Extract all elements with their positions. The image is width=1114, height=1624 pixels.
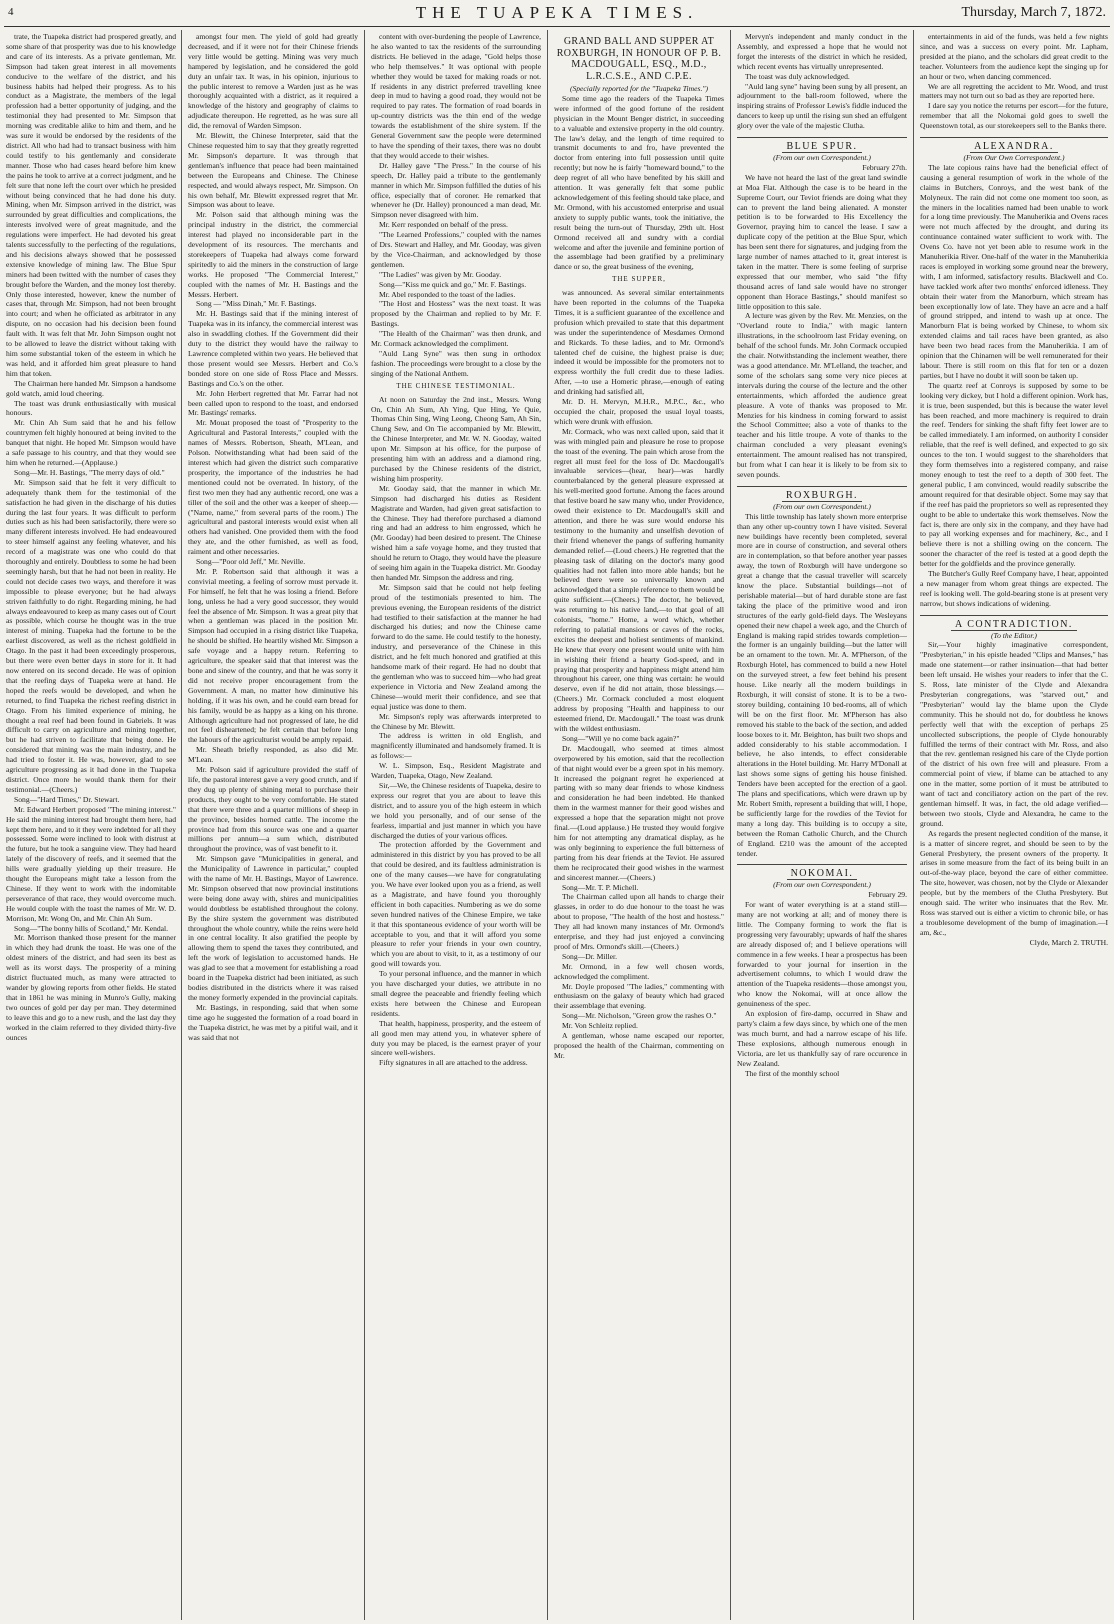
paragraph: entertainments in aid of the funds, was held a few nights since, and was a success on every point. Mr. Lapham, presided at the piano, and the scholars did great credit to the teacher. Volunteers from the audience kept the singing up for an hour or two, when dancing commenced. (920, 32, 1108, 81)
section-heading-text: NOKOMAI. (787, 868, 858, 880)
paragraph: Sir,—Your highly imaginative correspondent, "Presbyterian," in his epistle headed "Clips and Manses," has made one statement—or rather insinuation—that had better been left unsaid. He wishes your readers to infer that the C. S. Ross, late minister of the Clyde and Alexandra Presbyterian congregations, was "starved out," and "Presbyterian" would lay the blame upon the Clyde community. This he should not do, for doubtless he knows perfectly well that with the exception of perhaps 25 uncollected subscriptions, the people of Clyde honourably fulfilled the terms of their contract with Mr. Ross, and also that the rev. gentleman resigned his care of the Clyde portion of the district of his own free will and pleasure. From a commercial point of view, if blame can be attached to any one in the matter, some portion of it must be attributed to want of tact and conciliatory action on the part of the rev. gentleman himself. It was, in fact, the old adage verified—between two stools, Clyde and Alexandra, he came to the ground. (920, 640, 1108, 828)
editor-note: (To the Editor.) (991, 630, 1037, 640)
section-heading-text: A CONTRADICTION. (951, 619, 1077, 631)
paragraph: The toast was duly acknowledged. (745, 71, 850, 81)
correspondent-note: (From our own Correspondent.) (773, 501, 871, 511)
paragraph: content with over-burdening the people of Lawrence, he also wanted to tax the residents of the surrounding districts. He believed in the adage, "Gold helps those who help themselves." It was optional with people whether they would be taxed for making roads or not. If residents in any district preferred travelling knee deep in mud to having a good road, they would not be required to pay rates. The formation of road boards in up-country districts was the thin end of the wedge towards the establishment of the shire system. If the General Government saw the people were determined to have the spending of their taxes, there was no doubt that they would accede to their wishes. (371, 32, 541, 160)
paragraph: The protection afforded by the Government and administered in this district by you has proved to be all that could be desired, and its faultless administration is one of the many causes—we have for congratulating you. We have ever looked upon you as a friend, as well as a Magistrate, and have found you thoroughly efficient in both capacities. Numbering as we do some seven hundred natives of the Chinese Empire, we take it that this spontaneous evidence of your worth will be acceptable to you, and that it will afford you some pleasure to refer your friends in your own country, which you are about to visit, to it, as a testimony of our good will towards you. (371, 840, 541, 969)
letter-signature: Clyde, March 2. TRUTH. (1029, 937, 1108, 947)
column-1 (6, 32, 176, 1620)
paragraph: Mr. Polson said if agriculture provided the staff of life, the pastoral interest gave a very good crutch, and if they dug up plenty of shining metal to purchase their products, they ought to be very comfortable. He stated that there were three and a quarter millions of sheep in the province, besides horned cattle. The income the province had from this source was one and a quarter millions per annum—a sum which, distributed throughout the province, was of vast benefit to it. (188, 765, 358, 854)
paragraph: This little township has lately shown more enterprise than any other up-country town I have visited. Several new buildings have recently been completed, several more are in course of construction, and several others are in contemplation, so that before another year passes away, the town of Roxburgh will have undergone so great a change that the casual traveller will scarcely know the place. Substantial buildings—not of perishable material—but of hard durable stone are fast taking the place of the primitive wood and iron structures of the early gold-field days. The Wesleyans opened their new chapel a week ago, and the Church of England is making rapid strides towards completion—the former is an ungainly building—but the latter will be an ornament to the town. Mr. A. M'Pherson, of the Roxburgh Hotel, has commenced to build a new Hotel on the surveyed street, a few feet behind his present house. Like nearly all the modern buildings in Roxburgh, it will consist of stone. It is to be a two-storey building, containing 10 bed-rooms, all of which will be on the first floor. Mr. M'Pherson has also removed his stable to the back of the section, and added loose boxes to it. Mr. Beighton, has built two shops and added considerably to his stable accommodation. I believe, he also intends, to effect considerable alterations in the Hotel building. Mr. Harry M'Donall at last shows some signs of getting his house finished. Tenders have been accepted for the erection of a gaol. The plans and specifications, which were drawn up by Mr. Robert Smith, represent a building that will, I hope, be sufficiently large for the rowdies of the Teviot for many a long day. This building is to occupy a site, between the Roman Catholic Church, and the Church of England. £210 was the amount of the accepted tender. (737, 511, 907, 858)
paragraph: "The Ladies" was given by Mr. Gooday. (379, 269, 502, 279)
paragraph: The Butcher's Gully Reef Company have, I hear, appointed a new manager from whom great things are expected. The reef is looking well. The gold-bearing stone is at present very narrow, but shows indications of widening. (920, 569, 1108, 608)
paragraph: Mr. John Herbert regretted that Mr. Farrar had not been called upon to respond to the toast, and endorsed Mr. Bastings' remarks. (188, 388, 358, 418)
paragraph: Mr. Abel responded to the toast of the ladies. (379, 289, 516, 299)
correspondent-note: (From our own Correspondent.) (773, 880, 871, 890)
column-divider (181, 30, 182, 1620)
paragraph: Song—"Poor old Jeff," Mr. Neville. (196, 557, 306, 567)
dateline: February 27th. (862, 162, 907, 172)
paragraph: Mr. Gooday said, that the manner in which Mr. Simpson had discharged his duties as Resident Magistrate and Warden, had given great satisfaction to the Chinese. They had therefore purchased a diamond ring and had an address to him engrossed, which he (Mr. Gooday) had been desired to present. The Chinese wished him a safe voyage home, and they trusted that should he return to Otago, they would have the pleasure of seeing him again in the Tuapeka district. Mr. Gooday then handed Mr. Simpson the address and ring. (371, 483, 541, 582)
paragraph: The late copious rains have had the beneficial effect of causing a general resumption of work in the whole of the claims in Butchers, Conroys, and the west bank of the Molyneux. The rain did not come one moment too soon, as the miners in the localities named had been unable to work for a long time previously. The Manuherikia and Ovens races were not much affected by the drought, and during its continuance contained water sufficient to work with. The Ovens Co. have not yet been able to resume work in the Manuherikia River. One-half of the water in the Manuherikia races is employed in working some ground near the brewery, with, I am informed, satisfactory results. Blackwell and Co. have tackled work after two months' enforced idleness. They obtain their water from the Manorburn, which stream has been exceptionally low of late. They have an acre and a half of ground stripped, and intend to wash up at once. The Manorburn Flat is being worked by Chinese, to whom six extended claims and tail races have been granted, as also have been two head races from the Manuherikia. I am of opinion that the Chinamen will be well remunerated for their labour. There is still room on this flat for ten or a dozen parties, but I have no doubt it will soon be taken up. (920, 162, 1108, 380)
column-divider (364, 30, 365, 1620)
correspondent-note: (From our own Correspondent.) (773, 152, 871, 162)
paragraph: The Chairman here handed Mr. Simpson a handsome gold watch, amid loud cheering. (6, 378, 176, 398)
paragraph: Mervyn's independent and manly conduct in the Assembly, and expressed a hope that he would not forget the interests of the district in which he resided, which recent events has virtually unrepresented. (737, 32, 907, 71)
paragraph: Mr. Von Schleitz replied. (562, 1021, 638, 1031)
column-divider (913, 30, 914, 1620)
paragraph: Sir,—We, the Chinese residents of Tuapeka, desire to express our regret that you are about to leave this district, and to assure you of the high esteem in which we hold you personally, and of our sense of the fearless, impartial and just manner in which you have discharged the duties of your various offices. (371, 780, 541, 840)
section-heading (737, 864, 907, 879)
paragraph: Some time ago the readers of the Tuapeka Times were informed of the good fortune of the resident physician in the Mount Benger district, in succeeding to a valuable and extensive property in the old country. The law's delay, and the length of time required to transmit documents to and fro, have prevented the doctor from entering into full possession until quite recently; but now he is fairly "homeward bound," to the deep regret of all who have benefited by his skill and attention. It was generally felt that some public acknowledgement of this feeling should take place, and Mr. Ormond, with his accustomed enterprise and usual anxiety to supply public wants, took the initiative, the result being the turn-out of Thursday, 29th ult. Host Ormond received all and sundry with a cordial welcome and after the juvenile and feminine portion of the assemblage had been gratified by a preliminary dance or so, the great business of the evening, (554, 93, 724, 272)
paragraph: I dare say you notice the returns per escort—for the future, remember that all the Nokomai gold goes to swell the Queenstown total, as our storekeepers sell to the Banks there. (920, 101, 1108, 131)
paragraph: Song—Mr. T. P. Michell. (562, 882, 639, 892)
section-subheading: THE CHINESE TESTIMONIAL. (396, 381, 516, 390)
paragraph: Song—"The bonny hills of Scotland," Mr. Kendal. (14, 923, 169, 933)
paragraph: Mr. Cormack, who was next called upon, said that it was with mingled pain and pleasure he rose to propose the toast of the evening. The pain which arose from the regret all must feel for the loss of Dr. Macdougall's invaluable services—(hear, hear)—was hardly counterbalanced by the general pleasure expressed at his well-merited good fortune. Among the faces around that festive board he saw many who, under Providence, owed their existence to Dr. Macdougall's skill and attention, and there he was sure would endorse his testimony to the humanity and unselfish devotion of their friend whenever the pangs of suffering humanity demanded relief.—(Loud cheers.) He regretted that the pleasing task of dilating on the doctor's many good qualities had not fallen into more able hands; but he believed there were so universally known and acknowledged that a simple reference to them would be quite sufficient.—(Cheers.) The doctor, he believed, was returning to his native land,—to that goal of all colonists, "home." Home, a word which, whether referring to palatial mansions or caves of the rocks, excites the deepest and holiest sentiments of mankind. He knew that every one present would unite with him in wishing their friend a hearty God-speed, and in praying that prosperity and happiness might attend him throughout his career, one thing was certain: he would deserve, even if he did not attain, those blessings.—(Cheers.) Mr. Cormack concluded a most eloquent address by proposing "Health and happiness to our esteemed friend, Dr. Macdougall." The toast was drunk with the wildest enthusiasm. (554, 426, 724, 733)
paragraph: The first of the monthly school (745, 1068, 840, 1078)
article-byline: (Specially reported for the "Tuapeka Times.") (569, 84, 709, 93)
paragraph: Mr. Polson said that although mining was the principal industry in the district, the commercial interest had played no inconsiderable part in the development of its resources. The merchants and storekeepers of Tuapeka had always come forward spiritedly to aid the miners in the construction of large works. He proposed "The Commercial Interest," coupled with the names of Mr. H. Bastings and the Messrs. Herbert. (188, 210, 358, 299)
masthead-rule (4, 26, 1110, 27)
paragraph: Song—Mr. H. Bastings, "The merry days of old." (14, 467, 165, 477)
section-heading-text: BLUE SPUR. (782, 141, 861, 153)
paragraph: Mr. Mouat proposed the toast of "Prosperity to the Agricultural and Pastoral Interests," coupled with the names of Messrs. Robertson, Sheath, M'Lean, and Polson. Notwithstanding what had been said of the interest which had given the district such comparative prosperity, the importance of the industries he had mentioned could not be overrated. In history, of the first two men they had any authentic record, one was a tiller of the soil and the other was a keeper of sheep.—("Name, name," from several parts of the room.) The agricultural and pastoral interests would exist when all others had vanished. One provided them with the food they ate, and the other furnished, as well as food, raiment and other necessaries. (188, 418, 358, 557)
paragraph: An explosion of fire-damp, occurred in Shaw and party's claim a few days since, by which one of the men was much burnt, and had a narrow escape of his life. These explosions, although numerous enough in Victoria, are let us thankfully say of rare occurence in New Zealand. (737, 1009, 907, 1068)
paragraph: The toast was drunk enthusiastically with musical honours. (6, 398, 176, 418)
paragraph: Mr. Kerr responded on behalf of the press. (379, 220, 508, 230)
paragraph: Mr. P. Robertson said that although it was a convivial meeting, a feeling of sorrow must pervade it. For himself, he felt that he was losing a friend. Before long, unless he had a very good successor, they would feel the absence of Mr. Simpson. It was a great pity that when a gentleman was placed in the position Mr. Simpson had occupied in a rising district like Tuapeka, he should be shifted. He heartily wished Mr. Simpson a safe voyage and a happy return. Referring to agriculture, the speaker said that that interest was the bone and sinew of the country, and that he was sorry it did not receive proper encouragement from the Government. A man, no matter how diminutive his holding, if it was his own, and he could earn bread for his family, would be as happy as a king on his throne. Although agriculture had not progressed of late, he did not feel disheartened; he felt certain that before long the labours of the agriculturist would be amply repaid. (188, 566, 358, 745)
paragraph: The address is written in old English, and magnificently illuminated and handsomely framed. It is as follows:— (371, 731, 541, 761)
paragraph: "The Health of the Chairman" was then drunk, and Mr. Cormack acknowledged the compliment. (371, 329, 541, 349)
paragraph: Song—"Will ye no come back again?" (562, 733, 680, 743)
paragraph: Mr. Simpson's reply was afterwards interpreted to the Chinese by Mr. Blewitt. (371, 711, 541, 731)
paragraph: Mr. Ormond, in a few well chosen words, acknowledged the compliment. (554, 961, 724, 981)
paragraph: Mr. Simpson gave "Municipalities in general, and the Municipality of Lawrence in particular," coupled with the name of Mr. H. Bastings, Mayor of Lawrence. Mr. Simpson observed that now provincial institutions were being done away with, shires and municipalities would doubtless be established throughout the colony. By the shire system the government was distributed throughout the whole country, while the reins were held in one central locality. It also gratified the people by allowing them to spend the taxes they contributed, and left the work of legislation to accustomed hands. He was glad to see that a movement for establishing a road board in the Tuapeka district had been initiated, as such bodies distributed in the districts where it was raised the money formerly expended in the provincial capitals. (188, 854, 358, 1002)
column-divider (730, 30, 731, 1620)
paragraph: Song—Mr. Nicholson, "Green grow the rashes O." (562, 1011, 717, 1021)
paragraph: Song—Dr. Miller. (562, 951, 618, 961)
paragraph: Mr. D. H. Mervyn, M.H.R., M.P.C., &c., who occupied the chair, proposed the usual loyal toasts, which were drunk with effusion. (554, 397, 724, 426)
paragraph: trate, the Tuapeka district had prospered greatly, and some share of that prosperity was due to his knowledge and care of its interests. As a private gentleman, Mr. Simpson had taken great interest in all movements conducive to the welfare of the district, and his business habits had helped their progress. As to his conduct as a Magistrate, the members of the legal profession had a better opportunity of judging, and the testimonial they had presented to Mr. Simpson that morning was creditable alike to him and them, and he was sure it would be endorsed by the residents of the district. All who had had to transact business with him could testify to his gentlemanly and considerate manner. Those who had cases heard before him knew the pains he took to arrive at a correct judgment, and he felt sure that none left the court over which he presided without being convinced that he had done his duty. Mining, when Mr. Simpson arrived in the district, was surrounded by great difficulties and complications, the interests involved were of great magnitude, and the regulations were imperfect. He had devoted his great talents successfully to the perfecting of the regulations, and his decisions always showed that he possessed extensive knowledge of mining law. The Blue Spur miners had been twitted with the number of cases they brought before the Warden, and the money lost thereby. Only those interested, however, knew the number of cases that, through Mr. Simpson, had not been brought into court; and when he officiated as arbitrator in any dispute, on no occasion had his decision been found fault with. It was felt that Mr. John Simpson ought not to be allowed to leave the district without taking with him some substantial token of the esteem in which he was held, and it afforded him great pleasure to hand him that token. (6, 32, 176, 378)
column-4 (554, 32, 724, 1620)
section-heading (920, 615, 1108, 630)
paragraph: "Auld lang syne" having been sung by all present, an adjournment to the ball-room followed, where the inspiring strains of Professor Lewis's fiddle induced the dancers to keep up until the rising sun shed an effulgent glory over the vale of the majestic Clutha. (737, 81, 907, 131)
paragraph: As regards the present neglected condition of the manse, it is a matter of sincere regret, and should be seen to by the General Presbytery, the present owners of the property. It arises in some measure from the fact of its being built in an out-of-the-way place, beyond the care of either committee. The site, however, was chosen, not by the Clyde or Alexander people, but by the members of the Clutha Presbytery. But enough said. The writer who insinuates that the Rev. Mr. Ross was starved out is either a victim to chronic bile, or has a troublesome development of the bump of imagination.—I am, &c., (920, 828, 1108, 937)
paragraph: Fifty signatures in all are attached to the address. (379, 1058, 528, 1068)
paragraph: A lecture was given by the Rev. Mr. Menzies, on the "Overland route to India," with magic lantern illustrations, in the schoolroom last Friday evening, on behalf of the school funds. Mr. John Cormack occupied the chair. Notwithstanding the inclement weather, there was a good attendance. Mr. M'Lelland, the teacher, and some of the scholars sang some very nice pieces at intervals during the course of the lecture and the other entertainments, which afforded the audience great pleasure. A vote of thanks was proposed to Mr. Menzies for his kindness in coming forward to assist the School Committee; also a vote of thanks to the teacher and his little troupe. A vote of thanks to the chairman concluded a very pleasant evening's entertainment. The amount realised has not transpired, but from what I can hear it is likely to be from six to seven pounds. (737, 311, 907, 479)
dateline: February 29. (868, 890, 907, 900)
column-5 (737, 32, 907, 1620)
paragraph: amongst four men. The yield of gold had greatly decreased, and if it were not for their Chinese friends very little would be getting. Mining was very much hampered by legislation, and he considered the gold duty an unfair tax. It was, in his opinion, injurious to the public interest to remove a Warden just as he was thoroughly acquainted with a district, as it required a knowledge of the history and geography of claims to adjudicate thereupon. He regretted, as he was sure all did, the removal of Warden Simpson. (188, 32, 358, 131)
paragraph: Mr. Bastings, in responding, said that when some time ago he suggested the formation of a road board in the Tuapeka district, he was met by a pitiful wail, and it was said that not (188, 1002, 358, 1042)
paragraph: At noon on Saturday the 2nd inst., Messrs. Wong On, Chin Ah Sum, Ah Ying, Que Hing, Ye Quie, Thomas Chin Sing, Wing Leong, Cheong Sam, Ah Sin, Chung Sew, and On Tie accompanied by Mr. Blewitt, the Chinese Interpreter, and Mr. W. N. Gooday, waited upon Mr. Simpson at his office, for the purpose of presenting him with an address and a diamond ring, purchased by the Chinese residents of the district, wishing him prosperity. (371, 394, 541, 483)
paragraph: Mr. Doyle proposed "The ladies," commenting with enthusiasm on the galaxy of beauty which had graced their assemblage that evening. (554, 981, 724, 1011)
newspaper-title: THE TUAPEKA TIMES. (415, 3, 699, 22)
paragraph: We have not heard the last of the great land swindle at Moa Flat. Although the case is to be heard in the Supreme Court, our Teviot friends are doing what they can to prevent the land being alienated. A monster petition is to be forwarded to His Excellency the Governor, praying him to cancel the lease. I saw a duplicate copy of the petition at the Blue Spur, which has been sent there for signatures, and judging from the large number of names attached to it, great interest is taken in the matter. There is some feeling of surprise expressed that our member, who said "the fifty thousand acres of land sale would have no stronger opponent than Horace Bastings," should manifest so little opposition to this sale. (737, 172, 907, 311)
paragraph: Song — "Miss Dinah," Mr. F. Bastings. (196, 299, 317, 309)
paragraph: We are all regretting the accident to Mr. Wood, and trust matters may not turn out so bad as they are reported here. (920, 81, 1108, 101)
section-heading (737, 486, 907, 501)
paragraph: Mr. Morrison thanked those present for the manner in which they had drunk the toast. He was one of the oldest miners of the district, and had seen its best as well as its worst days. The prosperity of a mining district fluctuated much, as many were attracted to wander by glowing reports from other fields. He stated that in 1861 he was mining in Munro's Gully, making two ounces of gold per day per man. They determined to leave this and go to a new rush, and the last day they worked in the claim referred to they divided thirty-five ounces (6, 933, 176, 1042)
paragraph: The Chairman called upon all hands to charge their glasses, in order to do due honour to the toast he was about to propose, "The health of the host and hostess." They all had known many instances of Mr. Ormond's enterprise, and they had just enjoyed a convincing proof of Mrs. Ormond's skill.—(Cheers.) (554, 892, 724, 951)
issue-date: Thursday, March 7, 1872. (961, 5, 1106, 20)
section-heading (920, 137, 1108, 152)
paragraph: That health, happiness, prosperity, and the esteem of all good men may attend you, in whatever sphere of duty you may be placed, is the earnest prayer of your sincere well-wishers. (371, 1018, 541, 1058)
column-2 (188, 32, 358, 1620)
paragraph: was announced. As several similar entertainments have been reported in the columns of the Tuapeka Times, it is a sufficient guarantee of the excellence and profusion which prevailed to state that this department was under the superintendence of Mesdames Ormond and Rickards. To these ladies, and to Mr. Ormond's talented chef de cuisine, the highest praise is due; indeed it would be impossible for the promoters not to express worthily the full credit due to these ladies. After, —to use a Homeric phrase,—enough of eating and drinking had satisfied all, (554, 288, 724, 397)
paragraph: Dr. Macdougall, who seemed at times almost overpowered by his emotion, said that the recollection of that night would ever be a green spot in his memory. It increased the poignant regret he experienced at parting with so many dear friends to whose kindness and consideration he had been indebted. He thanked them in the warmest manner for their good wishes and expressed a hope that the separation might not prove final.—(Loud applause.) He trusted they would forgive him for not attempting any dramatical display, as he was only beginning to experience the full bitterness of parting from his dear friends at the Teviot. He assured them he reciprocated their good wishes in the warmest and sincerest manner.—(Cheers.) (554, 743, 724, 882)
column-3 (371, 32, 541, 1620)
paragraph: "The Learned Professions," coupled with the names of Drs. Stewart and Halley, and Mr. Gooday, was given by the Vice-Chairman, and acknowledged by those gentlemen. (371, 230, 541, 269)
paragraph: For want of water everything is at a stand still—many are not working at all; and of money there is little. The Company forming to work the flat is progressing very favourably; upwards of half the shares are already disposed of; and I believe operations will commence in a few weeks. I hear a prospectus has been forwarded to your journal for insertion in the advertisement columns, to which I would draw the attention of the Tuapeka residents—those amongst you, who know the Nokomai, will at once allow the genuineness of the spec. (737, 900, 907, 1009)
page-mark: 4 (8, 6, 14, 18)
paragraph: The quartz reef at Conroys is supposed by some to be looking very dickey, but I hold a different opinion. Work has, it is true, been suspended, but this is because the water level has been reached, and more machinery is required to drain the reef. Tenders for sinking the shaft fifty feet lower are to be called immediately. I am informed, on authority I consider reliable, that the reef is well defined, and expected to go six ounces to the ton. I would suggest to the shareholders that they form themselves into a registered company, and raise money enough to test the reef to a depth of 300 feet. The general public, I am convinced, would readily subscribe the amount required for that desirable object. Some may say that if the reef has paid the proprietors so well as represented they ought to be able to undertake this work themselves. Now the fact is, there are only six in the company, and they have had to pay all working expenses and for machinery, &c., and I believe there is not a shilling owing on the concern. The sooner the character of the reef is tested at a good depth the better for the goldfields and the province generally. (920, 380, 1108, 569)
section-subheading: THE SUPPER, (612, 275, 666, 284)
section-heading-text: ROXBURGH. (782, 490, 862, 502)
paragraph: "Auld Lang Syne" was then sung in orthodox fashion. The proceedings were brought to a close by the singing of the National Anthem. (371, 349, 541, 378)
section-heading (737, 137, 907, 152)
paragraph: Dr. Halley gave "The Press." In the course of his speech, Dr. Halley paid a tribute to the gentlemanly manner in which Mr. Simpson fulfilled the duties of his office, especially that of coroner. He remarked that whenever he (Dr. Halley) pronounced a man dead, Mr. Simpson never disagreed with him. (371, 160, 541, 220)
masthead (0, 0, 1114, 26)
paragraph: Mr. H. Bastings said that if the mining interest of Tuapeka was in its infancy, the commercial interest was also in swaddling clothes. If the Government did their duty to the district they would have the railway to Lawrence completed within two years. He believed that those present would see Messrs. Herbert and Co.'s bonded store on one side of Ross Place and Messrs. Bastings and Co.'s on the other. (188, 309, 358, 388)
paragraph: Mr. Chin Ah Sum said that he and his fellow countrymen felt highly honoured at being invited to the banquet that night. He hoped Mr. Simpson would have a safe passage to his country, and that they would see him when he returned.—(Applause.) (6, 418, 176, 467)
paragraph: Mr. Edward Herbert proposed "The mining interest." He said the mining interest had brought them here, had kept them here, and to it they were indebted for all they possessed. Some were inclined to look with distrust at the future, but he took a sanguine view. They had heard lately of the discovery of reefs, and it seemed that the hills were gradually yielding up their treasure. He thought the Europeans might take a lesson from the Chinese. If they went to work with the indomitable perseverance of that race, they would overcome much. He would couple with the toast the names of Mr. W. D. Morrison, Mr. Wong On, and Mr. Chin Ah Sum. (6, 804, 176, 923)
correspondent-note: (From Our Own Correspondent.) (963, 152, 1065, 162)
paragraph: Mr. Simpson said that he felt it very difficult to adequately thank them for the testimonial of the satisfaction he had given in the discharge of his duties during the last four years. It was difficult to perform duties such as his had been satisfactorily, there were so many different interests involved. He had endeavoured to steer himself against any feeling whatever, and his record of a magistrate was one who could do that thoroughly and entirely. Doubtless to some he had been seemingly harsh, but that he had not been in reality. He could not decide cases two ways, and therefore it was impossible to please everyone; but he had always striven faithfully to do right. Regarding mining, he had always endeavoured to keep as many cases out of Court as possible, which course he thought was in the true interest of mining. Tuapeka had the fortune to be the earliest discovered, as well as the richest goldfield in Otago. In the past it had been exceedingly prosperous, but there were even better days in store for it. It had now entered on its second decade. He was of opinion that the reefing days of Tuapeka were at hand. He hoped the reefs would be developed, and when he returned, to find Tuapeka the richest reefing district in Otago. From his limited experience of mining, he thought a real reef had been found in Gabriels. It was difficult to carry on agriculture and mining together, but he had striven to facilitate that being done. He considered that mining was the main industry, and he had tried to foster it. He was, however, glad to see agriculture progressing as it had done in the Tuapeka district. Once more he would thank them for their testimonial.—(Cheers.) (6, 477, 176, 794)
column-6 (920, 32, 1108, 1620)
paragraph: Song—"Hard Times," Dr. Stewart. (14, 794, 120, 804)
section-heading-text: ALEXANDRA. (970, 141, 1058, 153)
paragraph: "The Host and Hostess" was the next toast. It was proposed by the Chairman and replied to by Mr. F. Bastings. (371, 299, 541, 329)
paragraph: To your personal influence, and the manner in which you have discharged your duties, we attribute in no small degree the peaceable and friendly feeling which exists here between the Chinese and European residents. (371, 969, 541, 1018)
paragraph: Mr. Blewitt, the Chinese Interpreter, said that the Chinese requested him to say that they greatly regretted Mr. Simpson's departure. It was through that gentleman's influence that peace had been maintained between the Europeans and Chinese. The Chinese respected, and would always respect, Mr. Simpson. On his own behalf, Mr. Blewitt expressed regret that Mr. Simpson was about to leave. (188, 131, 358, 210)
column-divider (547, 30, 548, 1620)
paragraph: Mr. Simpson said that he could not help feeling proud of the testimonials presented to him. The previous evening, the European residents of the district had testified to their satisfaction at the manner he had discharged his duties; and now the Chinese came forward to do the same. He could testify to the honesty, industry, and perseverance of the Chinese in this district, and he felt much honored and gratified at this handsome mark of their regard. He had no doubt that the gentleman who was to succeed him—who had great experience in Victoria and New Zealand among the Chinese—would merit their confidence, and see that equal justice was done to them. (371, 582, 541, 711)
paragraph: W. L. Simpson, Esq., Resident Magistrate and Warden, Tuapeka, Otago, New Zealand. (371, 761, 541, 781)
article-headline: GRAND BALL AND SUPPER AT ROXBURGH, IN HONOUR OF P. B. MACDOUGALL, ESQ., M.D., L.R.C.S.E., AND C.P.E. (556, 36, 722, 82)
paragraph: Mr. Sheath briefly responded, as also did Mr. M'Lean. (188, 745, 358, 765)
paragraph: Song—"Kiss me quick and go," Mr. F. Bastings. (379, 279, 527, 289)
paragraph: A gentleman, whose name escaped our reporter, proposed the health of the Chairman, commenting on Mr. (554, 1031, 724, 1060)
